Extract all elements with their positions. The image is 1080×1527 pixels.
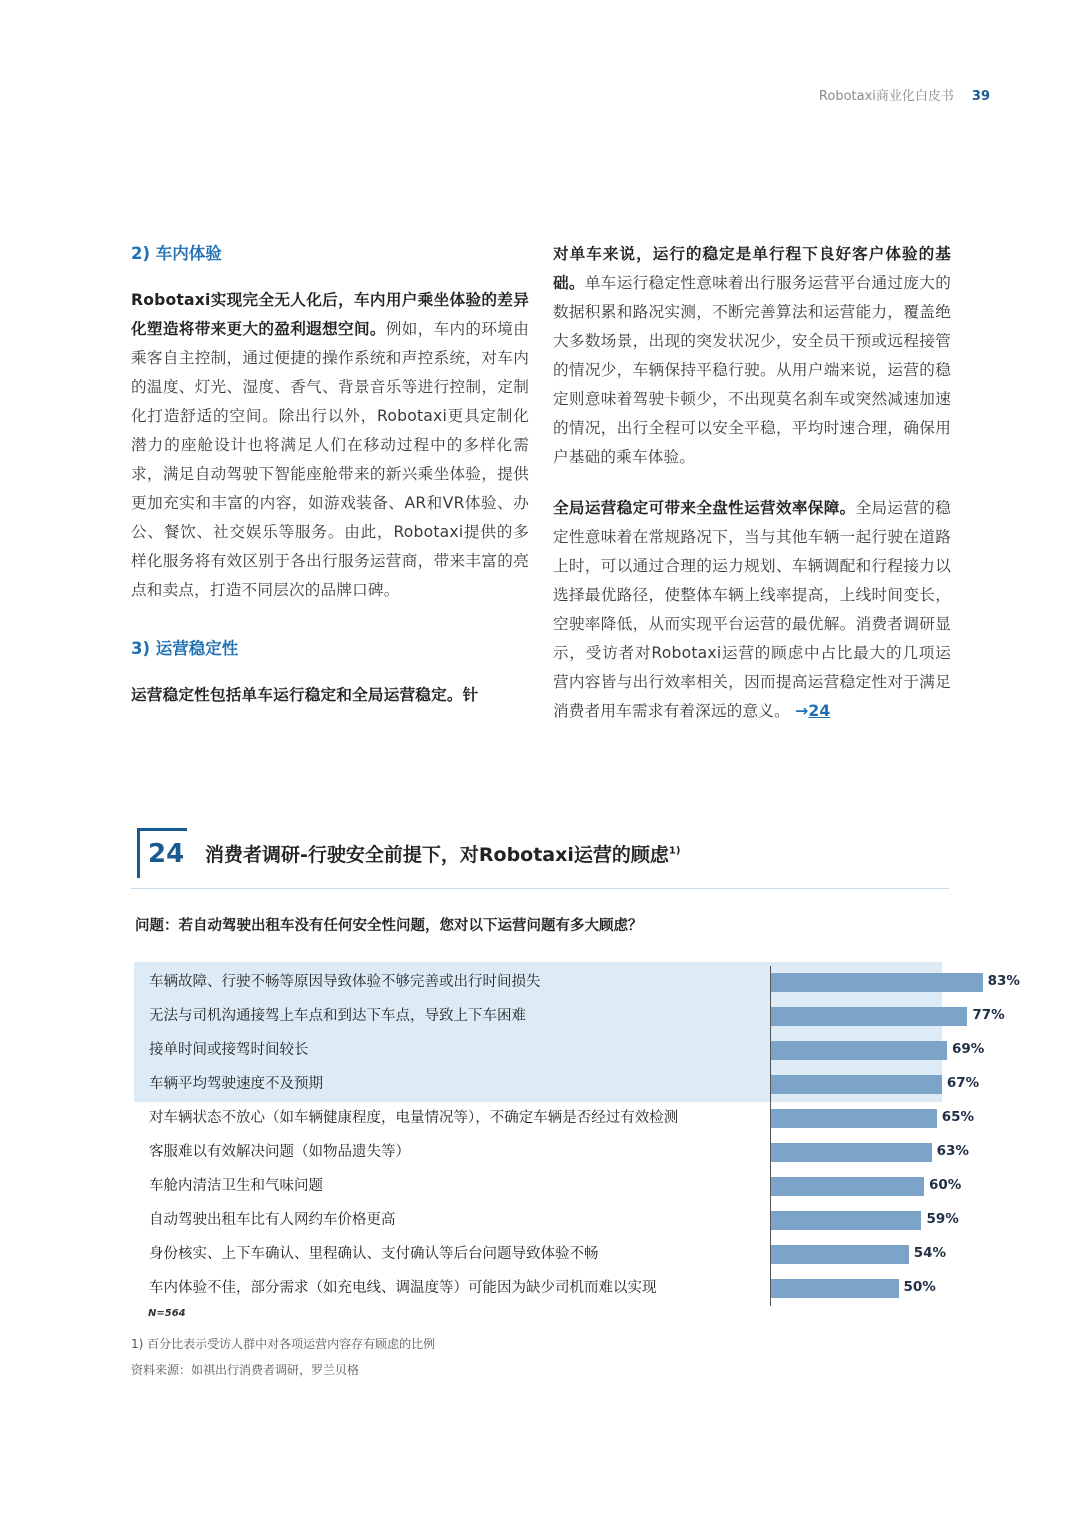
concern-bar-chart	[134, 962, 1020, 1302]
category-label: 车辆故障、行驶不畅等原因导致体验不够完善或出行时间损失	[149, 974, 541, 990]
chart-row	[134, 1064, 980, 1098]
chart-row	[134, 962, 1020, 996]
chart-row	[134, 1166, 962, 1200]
value-label: 69%	[951, 1041, 985, 1057]
operation-stability-paragraph	[131, 681, 529, 710]
value-label: 83%	[987, 973, 1020, 989]
left-column	[131, 240, 529, 710]
value-label: 59%	[926, 1211, 959, 1227]
chart-row	[134, 996, 1005, 1030]
category-label: 对车辆状态不放心（如车辆健康程度，电量情况等），不确定车辆是否经过有效检测	[149, 1110, 679, 1126]
category-label: 车辆平均驾驶速度不及预期	[149, 1076, 323, 1092]
page-number: 39	[971, 89, 990, 104]
value-label: 54%	[913, 1245, 947, 1261]
figure-number: 24	[137, 828, 187, 878]
global-stability-lead: 全局运营稳定可带来全盘性运营效率保障。	[553, 499, 856, 517]
chart-row	[134, 1132, 969, 1166]
section-title-operation-stability: 3) 运营稳定性	[131, 639, 239, 658]
category-label: 身份核实、上下车确认、里程确认、支付确认等后台问题导致体验不畅	[149, 1246, 599, 1262]
chart-row	[134, 1200, 959, 1234]
bar	[771, 1041, 947, 1060]
operation-stability-lead: 运营稳定性包括单车运行稳定和全局运营稳定。针	[131, 686, 479, 704]
in-car-experience-lead: Robotaxi实现完全无人化后，车内用户乘坐体验的差异化塑造将带来更大的盈利遐想空间。	[131, 291, 529, 338]
figure-title-text: 消费者调研-行驶安全前提下，对Robotaxi运营的顾虑	[205, 844, 669, 866]
global-stability-body: 全局运营的稳定性意味着在常规路况下，当与其他车辆一起行驶在道路上时，可以通过合理的运力规划、车辆调配和行程接力以选择最优路径，使整体车辆上线率提高，上线时间变长，空驶率降低，从而实现平台运营的最优解。消费者调研显示，受访者对Robotaxi运营的顾虑中占比最大的几项运营内容皆与出行效率相关，因而提高运营稳定性对于满足消费者用车需求有着深远的意义。	[553, 499, 951, 720]
survey-question: 问题：若自动驾驶出租车没有任何安全性问题，您对以下运营问题有多大顾虑？	[135, 918, 643, 934]
right-column	[553, 240, 951, 726]
footnote: 1) 百分比表示受访人群中对各项运营内容存有顾虑的比例	[131, 1337, 436, 1351]
value-label: 63%	[936, 1143, 969, 1159]
figure-header	[131, 822, 949, 889]
value-label: 65%	[941, 1109, 975, 1125]
figure-title	[205, 840, 680, 867]
chart-row	[134, 1030, 985, 1064]
single-car-stability-lead: 对单车来说，运行的稳定是单行程下良好客户体验的基础。	[553, 245, 951, 292]
bar	[771, 1109, 937, 1128]
figure-title-footnote-mark: 1)	[668, 845, 681, 857]
category-label: 车舱内清洁卫生和气味问题	[149, 1178, 323, 1194]
figure-reference-link[interactable]: 24	[808, 702, 831, 720]
chart-row	[134, 1098, 975, 1132]
value-label: 77%	[972, 1007, 1005, 1023]
bar	[771, 1245, 909, 1264]
bar	[771, 1177, 924, 1196]
bar	[771, 973, 983, 992]
category-label: 客服难以有效解决问题（如物品遗失等）	[149, 1144, 410, 1160]
category-label: 接单时间或接驾时间较长	[149, 1042, 309, 1058]
bar	[771, 1007, 967, 1026]
in-car-experience-body: 例如，车内的环境由乘客自主控制，通过便捷的操作系统和声控系统，对车内的温度、灯光、湿度、香气、背景音乐等进行控制，定制化打造舒适的空间。除出行以外，Robotaxi更具定制化潜力的座舱设计也将满足人们在移动过程中的多样化需求，满足自动驾驶下智能座舱带来的新兴乘坐体验，提供更加充实和丰富的内容，如游戏装备、AR和VR体验、办公、餐饮、社交娱乐等服务。由此，Robotaxi提供的多样化服务将有效区别于各出行服务运营商，带来丰富的亮点和卖点，打造不同层次的品牌口碑。	[131, 320, 529, 599]
category-label: 自动驾驶出租车比有人网约车价格更高	[149, 1212, 396, 1228]
value-label: 50%	[903, 1279, 936, 1295]
value-label: 67%	[946, 1075, 980, 1091]
single-car-stability-body: 单车运行稳定性意味着出行服务运营平台通过庞大的数据积累和路况实测，不断完善算法和运营能力，覆盖绝大多数场景，出现的突发状况少，安全员干预或远程接管的情况少，车辆保持平稳行驶。从用户端来说，运营的稳定则意味着驾驶卡顿少，不出现莫名刹车或突然减速加速的情况，出行全程可以安全平稳，平均时速合理，确保用户基础的乘车体验。	[553, 274, 951, 466]
section-title-in-car-experience: 2) 车内体验	[131, 244, 222, 263]
source-note: 资料来源：如祺出行消费者调研，罗兰贝格	[131, 1363, 360, 1377]
sample-size: N=564	[148, 1308, 186, 1319]
global-stability-paragraph	[553, 494, 951, 726]
value-label: 60%	[929, 1177, 962, 1193]
bar	[771, 1143, 932, 1162]
category-label: 无法与司机沟通接驾上车点和到达下车点，导致上下车困难	[149, 1008, 526, 1024]
single-car-stability-paragraph	[553, 240, 951, 472]
bar	[771, 1075, 942, 1094]
arrow-right-icon: →	[795, 702, 809, 720]
category-label: 车内体验不佳，部分需求（如充电线、调温度等）可能因为缺少司机而难以实现	[149, 1280, 657, 1296]
chart-row	[134, 1234, 947, 1268]
bar	[771, 1279, 899, 1298]
page-header	[819, 85, 990, 104]
bar	[771, 1211, 921, 1230]
in-car-experience-paragraph	[131, 286, 529, 605]
chart-row	[134, 1268, 944, 1302]
report-title: Robotaxi商业化白皮书	[818, 89, 954, 104]
